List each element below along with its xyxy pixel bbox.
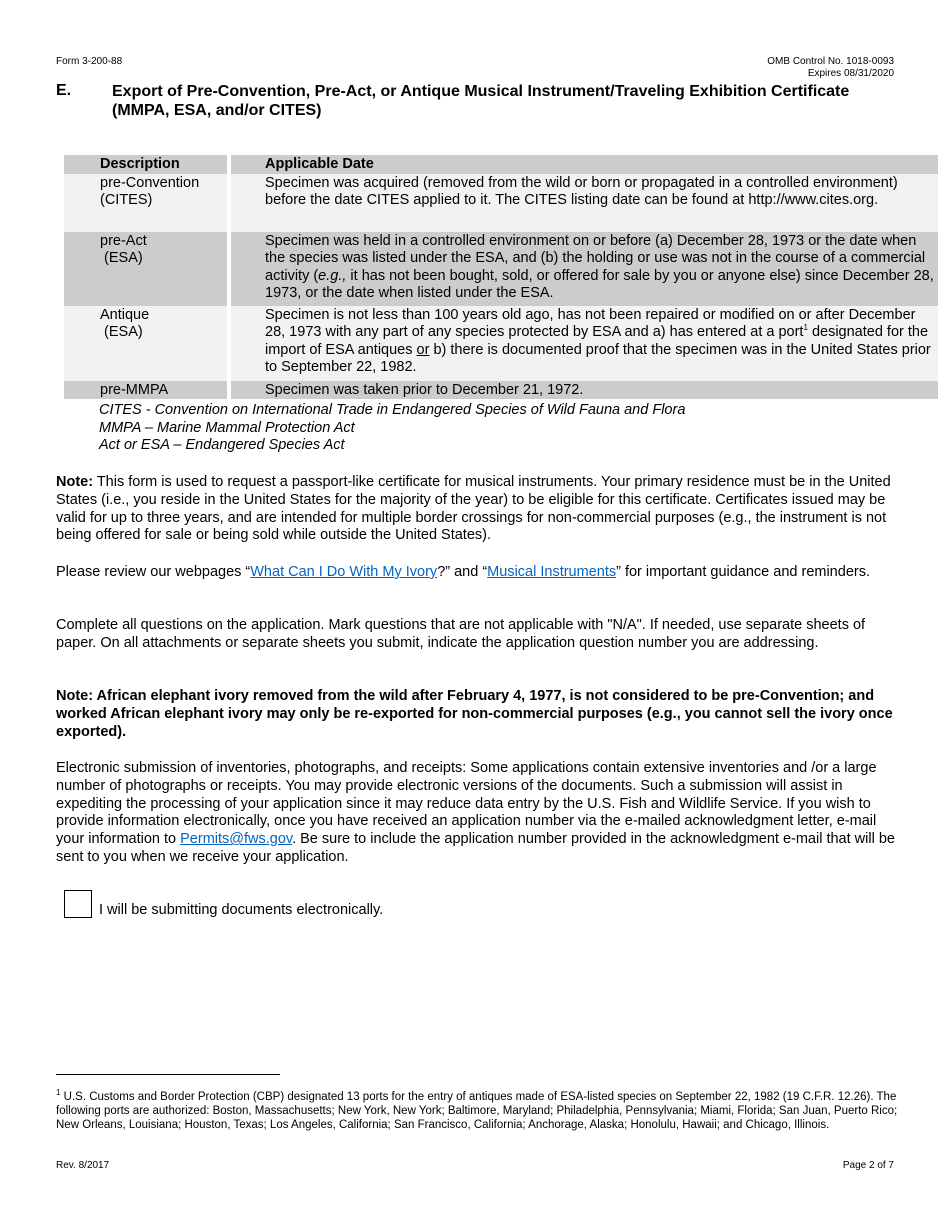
musical-instruments-link[interactable]: Musical Instruments — [487, 564, 617, 580]
revision-date: Rev. 8/2017 — [56, 1160, 110, 1171]
review-webpages: Please review our webpages “What Can I Do With My Ivory?” and “Musical Instruments” for important guidance and reminders. — [56, 564, 870, 580]
instructions-paragraph: Complete all questions on the application. Mark questions that are not applicable with "N/A". If needed, use separate sheets of paper. On all attachments or separate sheets you submit, indicate the application question number you are addressing. — [56, 617, 866, 651]
row-applicable-date: Specimen was held in a controlled environment on or before (a) December 28, 1973 or the date when the species was listed under the ESA, and (b) the holding or use was not in the course of a commercial activity (e.g., it has not been bought, sold, or offered for sale by you or anyone else) since December 28, 1973, or the date when listed under the ESA. — [231, 232, 938, 306]
row-description: Antique (ESA) — [64, 306, 227, 381]
abbreviation-list — [99, 402, 685, 455]
column-header-applicable-date: Applicable Date — [231, 155, 938, 174]
note-passport-certificate: Note: This form is used to request a passport-like certificate for musical instruments. Your primary residence must be in the United States (i.e., you reside in the United States for the majority of the year) to be eligible for this certificate. Certificates issued may be valid for up to three years, and are intended for multiple border crossings for non-commercial purposes (e.g., the instrument is not being offered for sale or being sold while outside the United States). — [56, 474, 891, 544]
applicable-date-table — [64, 155, 938, 399]
row-applicable-date: Specimen was taken prior to December 21, 1972. — [231, 381, 938, 400]
form-number: Form 3-200-88 — [56, 56, 123, 67]
abbreviation-mmpa: MMPA – Marine Mammal Protection Act — [99, 419, 355, 436]
permits-email-link[interactable]: Permits@fws.gov — [180, 831, 293, 848]
electronic-submission-checkbox[interactable] — [64, 890, 92, 918]
electronic-submission-paragraph: Electronic submission of inventories, photographs, and receipts: Some applications contain extensive inventories and /or a large number of photographs or receipts. You may provide electronic versions of the documents. Such a submission will assist in expediting the processing of your application since it may reduce data entry by the U.S. Fish and Wildlife Service. If you wish to provide information electronically, once you have received an application number via the e-mailed acknowledgment letter, e-mail your information to Permits@fws.gov. Be sure to include the application number provided in the acknowledgment e-mail that will be sent to you when we receive your application. — [56, 760, 895, 865]
section-letter: E. — [56, 82, 72, 99]
row-description: pre-MMPA — [64, 381, 227, 400]
note-african-elephant-ivory: Note: African elephant ivory removed from the wild after February 4, 1977, is not considered to be pre-Convention; and worked African elephant ivory may only be re-exported for non-commercial purposes (e.g., you cannot sell the ivory once exported). — [56, 688, 893, 740]
footnote: $^1$ U.S. Customs and Border Protection (CBP) designated 13 ports for the entry of antiques made of ESA-listed species on September 22, 1982 (19 C.F.R. 12.26). The following ports are authorized: Boston, Massachusetts; New York, New York; Baltimore, Maryland; Philadelphia, Pennsylvania; Miami, Florida; San Juan, Puerto Rico; New Orleans, Louisiana; Houston, Texas; Los Angeles, California; San Francisco, California; Anchorage, Alaska; Honolulu, Hawaii; and Chicago, Illinois. — [56, 1088, 898, 1132]
page-number: Page 2 of 7 — [842, 1160, 894, 1171]
footnote-reference: 1 — [803, 323, 808, 333]
expiration-date: Expires 08/31/2020 — [807, 68, 894, 79]
ivory-webpage-link[interactable]: What Can I Do With My Ivory — [250, 564, 438, 580]
abbreviation-cites: CITES - Convention on International Trade in Endangered Species of Wild Fauna and Flora — [99, 402, 686, 418]
omb-info — [767, 56, 894, 80]
table-header-row — [64, 155, 938, 174]
table-row — [64, 232, 938, 306]
abbreviation-esa: Act or ESA – Endangered Species Act — [99, 437, 345, 453]
electronic-submission-checkbox-label: I will be submitting documents electronically. — [99, 902, 384, 918]
column-header-description: Description — [64, 155, 227, 174]
row-description: pre-Act (ESA) — [64, 232, 227, 306]
row-applicable-date: Specimen is not less than 100 years old ago, has not been repaired or modified on or after December 28, 1973 with any part of any species protected by ESA and a) has entered at a port$^1$ designated for the import of ESA antiques or b) there is documented proof that the specimen was in the United States prior to September 22, 1982. — [231, 306, 938, 381]
row-applicable-date: Specimen was acquired (removed from the wild or born or propagated in a controlled environment) before the date CITES applied to it. The CITES listing date can be found at http://www.cites.org. — [231, 174, 938, 232]
table-row — [64, 174, 938, 232]
row-description: pre-Convention (CITES) — [64, 174, 227, 232]
table-row — [64, 306, 938, 381]
section-title: Export of Pre-Convention, Pre-Act, or Antique Musical Instrument/Traveling Exhibition Certificate (MMPA, ESA, and/or CITES) — [112, 83, 850, 119]
table-row — [64, 381, 938, 400]
omb-control-number: OMB Control No. 1018-0093 — [767, 56, 894, 67]
footnote-divider — [56, 1074, 280, 1075]
